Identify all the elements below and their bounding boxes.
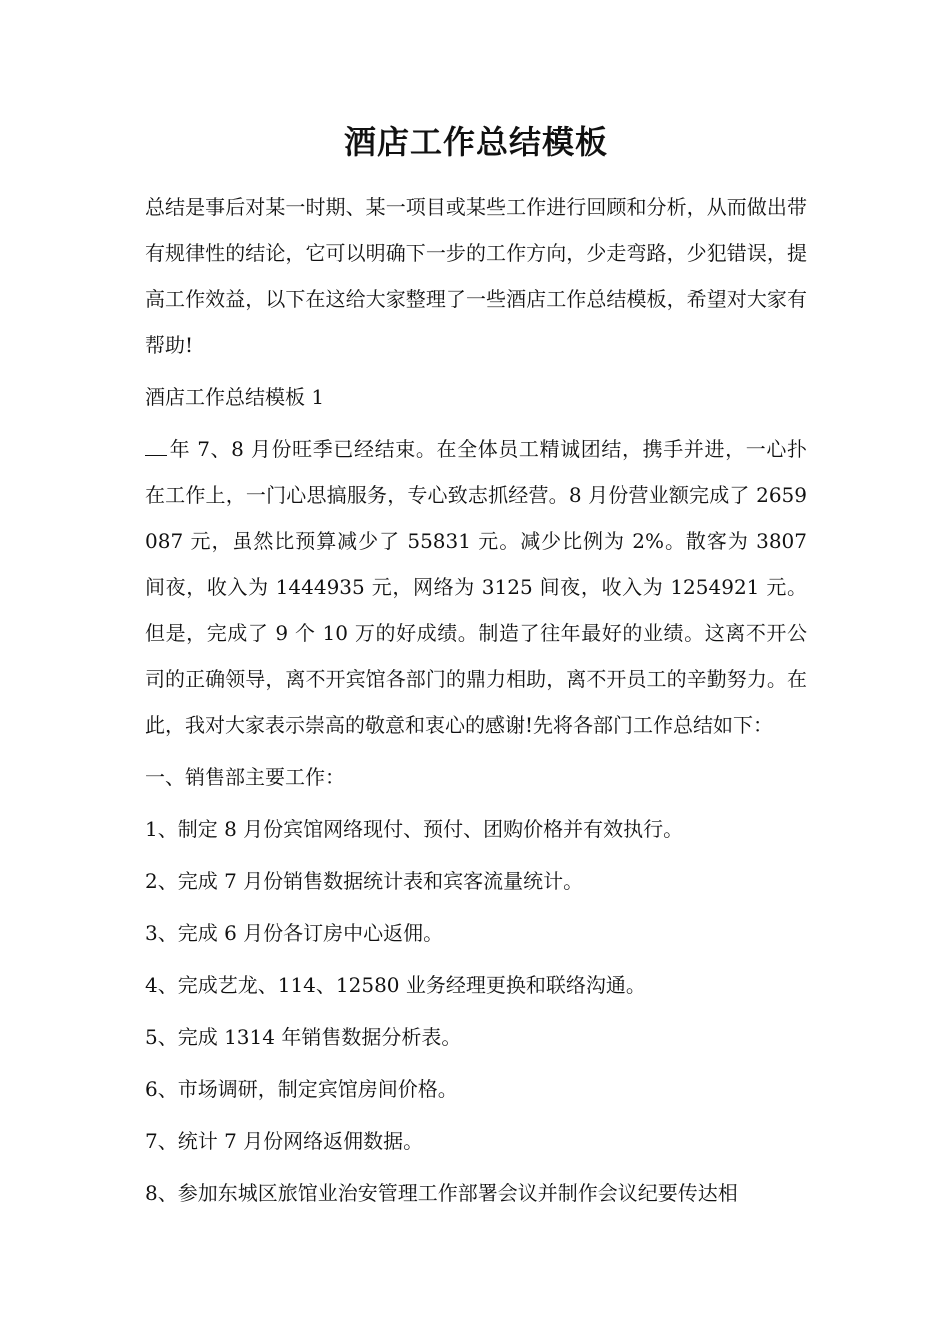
list-item: 1、制定 8 月份宾馆网络现付、预付、团购价格并有效执行。 (145, 817, 684, 841)
list-item: 7、统计 7 月份网络返佣数据。 (145, 1129, 424, 1153)
body-paragraph (145, 426, 807, 748)
section-title: 酒店工作总结模板 1 (145, 385, 325, 409)
list-item: 5、完成 1314 年销售数据分析表。 (145, 1025, 462, 1049)
intro-paragraph: 总结是事后对某一时期、某一项目或某些工作进行回顾和分析，从而做出带有规律性的结论，它可以明确下一步的工作方向，少走弯路，少犯错误，提高工作效益，以下在这给大家整理了一些酒店工作总结模板，希望对大家有帮助! (145, 195, 807, 357)
list-item: 2、完成 7 月份销售数据统计表和宾客流量统计。 (145, 869, 584, 893)
document-title: 酒店工作总结模板 (343, 123, 608, 161)
list-item: 4、完成艺龙、114、12580 业务经理更换和联络沟通。 (145, 973, 646, 997)
list-item: 8、参加东城区旅馆业治安管理工作部署会议并制作会议纪要传达相 (145, 1181, 738, 1205)
document-page (145, 118, 807, 1216)
blank-underline (145, 437, 167, 456)
list-item: 3、完成 6 月份各订房中心返佣。 (145, 921, 444, 945)
body-paragraph-text: 年 7、8 月份旺季已经结束。在全体员工精诚团结，携手并进，一心扑在工作上，一门心思搞服务，专心致志抓经营。8 月份营业额完成了 2659087 元，虽然比预算减少了 55831 元。减少比例为 2%。散客为 3807 间夜，收入为 1444935 元，网络为 3125 间夜，收入为 1254921 元。但是，完成了 9 个 10 万的好成绩。制造了往年最好的业绩。这离不开公司的正确领导，离不开宾馆各部门的鼎力相助，离不开员工的辛勤努力。在此，我对大家表示崇高的敬意和衷心的感谢!先将各部门工作总结如下： (145, 437, 807, 737)
dept-heading: 一、销售部主要工作： (145, 765, 345, 789)
list-item: 6、市场调研，制定宾馆房间价格。 (145, 1077, 458, 1101)
